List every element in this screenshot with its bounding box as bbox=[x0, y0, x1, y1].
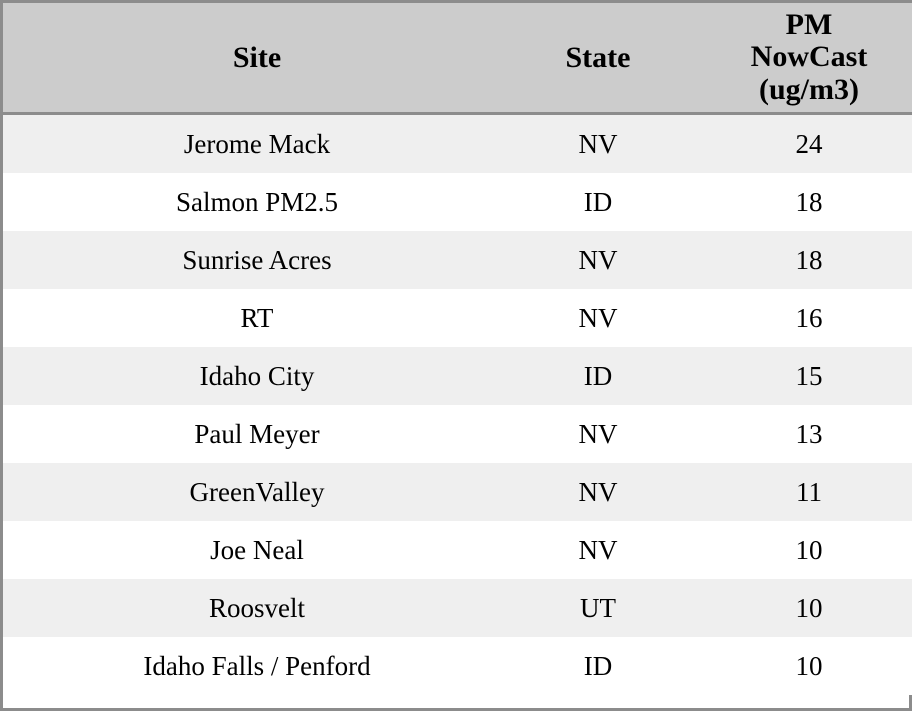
cell-site: GreenValley bbox=[189, 476, 325, 507]
cell-site: Idaho Falls / Penford bbox=[143, 650, 371, 681]
table-row bbox=[3, 579, 912, 637]
cell-pm: 10 bbox=[795, 650, 823, 681]
table-header-row bbox=[3, 3, 912, 114]
cell-pm: 18 bbox=[795, 244, 823, 275]
cell-site: Jerome Mack bbox=[183, 128, 331, 159]
cell-state: ID bbox=[583, 360, 613, 391]
table-row bbox=[3, 521, 912, 579]
cell-site: Roosvelt bbox=[208, 592, 305, 623]
table-row bbox=[3, 231, 912, 289]
table-header bbox=[3, 3, 912, 114]
column-header-pm-line-1: PM bbox=[785, 8, 833, 41]
cell-state: ID bbox=[583, 186, 613, 217]
table-row bbox=[3, 173, 912, 231]
cell-pm: 11 bbox=[796, 476, 822, 507]
cell-pm: 18 bbox=[795, 186, 823, 217]
cell-site: RT bbox=[240, 302, 274, 333]
cell-state: NV bbox=[578, 244, 618, 275]
table-row bbox=[3, 347, 912, 405]
column-header-pm-line-2: NowCast bbox=[750, 40, 868, 74]
table-row bbox=[3, 463, 912, 521]
column-header-pm-line-3: (ug/m3) bbox=[759, 72, 859, 106]
cell-site: Idaho City bbox=[199, 360, 315, 391]
cell-site: Sunrise Acres bbox=[182, 244, 332, 275]
cell-site: Joe Neal bbox=[210, 534, 304, 565]
column-header-pm-nowcast bbox=[685, 3, 912, 114]
cell-pm: 24 bbox=[795, 128, 823, 159]
cell-state: NV bbox=[578, 128, 618, 159]
table-row bbox=[3, 405, 912, 463]
table-row bbox=[3, 289, 912, 347]
cell-site: Salmon PM2.5 bbox=[175, 186, 339, 217]
table-body bbox=[3, 114, 912, 696]
cell-state: NV bbox=[578, 534, 618, 565]
table-row bbox=[3, 114, 912, 174]
column-header-state: State bbox=[565, 40, 631, 74]
cell-pm: 10 bbox=[795, 534, 823, 565]
cell-state: NV bbox=[578, 418, 618, 449]
cell-state: UT bbox=[580, 592, 616, 623]
cell-state: NV bbox=[578, 302, 618, 333]
cell-pm: 13 bbox=[795, 418, 823, 449]
cell-pm: 16 bbox=[795, 302, 823, 333]
air-quality-table bbox=[3, 3, 912, 695]
cell-pm: 15 bbox=[795, 360, 823, 391]
cell-state: NV bbox=[578, 476, 618, 507]
cell-pm: 10 bbox=[795, 592, 823, 623]
cell-site: Paul Meyer bbox=[194, 418, 320, 449]
cell-state: ID bbox=[583, 650, 613, 681]
column-header-site: Site bbox=[232, 40, 282, 74]
table-row bbox=[3, 637, 912, 695]
